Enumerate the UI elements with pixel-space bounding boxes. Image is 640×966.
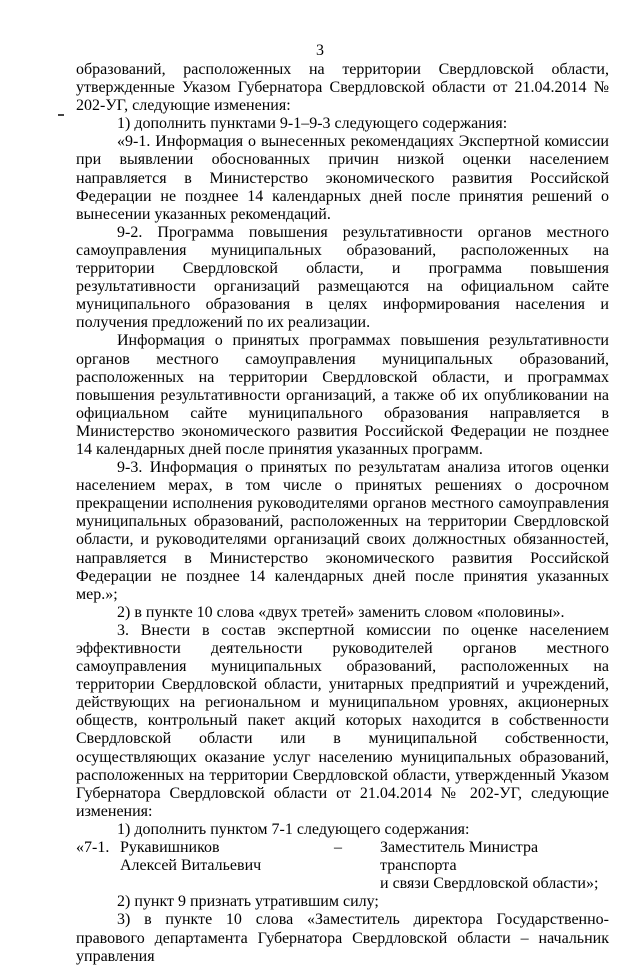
member-surname: Рукавишников xyxy=(120,839,220,857)
paragraph-clause-9-3: 9-3. Информация о принятых по результатам анализа итогов оценки населением мерах, в том числе о принятых решениях о досрочном прекращении исполнения руководителями органов местного самоуправления муниципальных образований, расположенных на территории Свердловской области, и руководителями организаций своих должностных обязанностей, направляется в Министерство экономического развития Российской Федерации не позднее 14 календарных дней после принятия указанных мер.»; xyxy=(76,459,609,603)
member-position-block xyxy=(380,839,609,893)
document-body xyxy=(76,61,609,966)
paragraph-clause-9-2: 9-2. Программа повышения результативности органов местного самоуправления муниципальных образований, расположенных на территории Свердловской области, и программа повышения результативности организаций размещаются на официальном сайте муниципального образования в целях информирования населения и получения предложений по их реализации. xyxy=(76,223,609,332)
paragraph-section-3: 3. Внести в состав экспертной комиссии по оценке населением эффективности деятельности руководителей органов местного самоуправления муниципальных образований, расположенных на территории Свердловской области, унитарных предприятий и учреждений, действующих на региональном и муниципальном уровнях, акционерных обществ, контрольный пакет акций которых находится в собственности Свердловской области или в муниципальной собственности, осуществляющих оказание услуг населению муниципальных образований, расположенных на территории Свердловской области, утвержденный Указом Губернатора Свердловской области от 21.04.2014 № 202-УГ, следующие изменения: xyxy=(76,621,609,820)
member-number: «7-1. xyxy=(76,839,110,857)
paragraph-intro-continuation: образований, расположенных на территории Свердловской области, утвержденные Указом Губернатора Свердловской области от 21.04.2014 № 202-УГ, следующие изменения: xyxy=(76,61,609,115)
paragraph-section-3-item-3: 3) в пункте 10 слова «Заместитель директора Государственно-правового департамента Губернатора Свердловской области – начальник управления xyxy=(76,911,609,965)
commission-member-entry xyxy=(76,839,609,893)
paragraph-item-2: 2) в пункте 10 слова «двух третей» заменить словом «половины». xyxy=(117,603,565,621)
page-number: 3 xyxy=(316,42,324,59)
paragraph-clause-9-2-info: Информация о принятых программах повышения результативности органов местного самоуправления муниципальных образований, расположенных на территории Свердловской области, и программах повышения результативности организаций, а также об их опубликовании на официальном сайте муниципального образования направляется в Министерство экономического развития Российской Федерации не позднее 14 календарных дней после принятия указанных программ. xyxy=(76,332,609,458)
paragraph-section-3-item-1: 1) дополнить пунктом 7-1 следующего содержания: xyxy=(117,820,470,838)
member-position-line-2: и связи Свердловской области»; xyxy=(380,875,599,893)
scan-margin-mark xyxy=(58,114,64,116)
paragraph-item-1: 1) дополнить пунктами 9-1–9-3 следующего содержания: xyxy=(117,115,508,133)
paragraph-clause-9-1: «9-1. Информация о вынесенных рекомендациях Экспертной комиссии при выявлении обоснованных причин низкой оценки населением направляется в Министерство экономического развития Российской Федерации не позднее 14 календарных дней после принятия решений о вынесении указанных рекомендаций. xyxy=(76,133,609,223)
member-name-block xyxy=(76,839,296,893)
member-position-line-1: Заместитель Министра транспорта xyxy=(380,839,539,875)
paragraph-section-3-item-2: 2) пункт 9 признать утратившим силу; xyxy=(117,893,379,911)
member-dash: – xyxy=(334,839,342,857)
member-first-names: Алексей Витальевич xyxy=(120,857,262,875)
